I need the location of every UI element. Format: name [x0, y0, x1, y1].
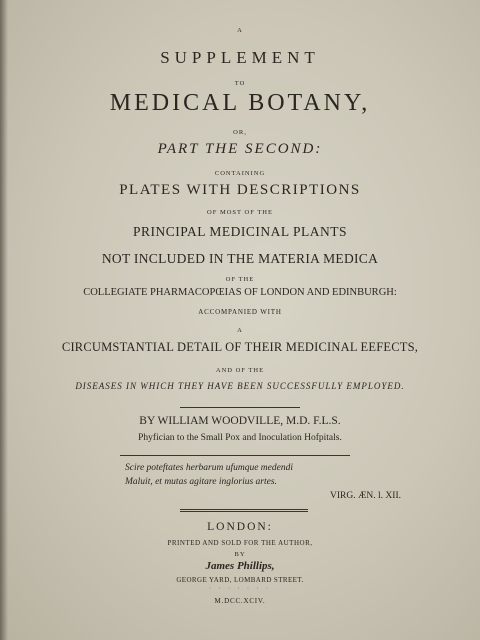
containing-line: CONTAINING	[214, 170, 266, 177]
plates-line: PLATES WITH DESCRIPTIONS	[119, 182, 361, 198]
of-most-line: OF MOST OF THE	[207, 209, 273, 216]
address-line: GEORGE YARD, LOMBARD STREET.	[176, 576, 304, 584]
physician-line: Phyfician to the Small Pox and Inoculation Hofpitals.	[138, 433, 342, 443]
article-a: A	[237, 27, 243, 34]
rule-middle	[120, 455, 350, 456]
london-line: LONDON:	[207, 521, 273, 533]
year-line: M.DCC.XCIV.	[214, 597, 266, 605]
main-title: MEDICAL BOTANY,	[109, 90, 371, 116]
printed-line: PRINTED AND SOLD FOR THE AUTHOR,	[167, 539, 313, 547]
and-of-the-line: AND OF THE	[215, 367, 265, 374]
of-the-line: OF THE	[225, 276, 255, 283]
motto-source: VIRG. ÆN. l. XII.	[330, 491, 401, 501]
by-line: BY	[234, 551, 246, 558]
ornament-dots: · · · · · · ·	[209, 586, 271, 592]
not-included-line: NOT INCLUDED IN THE MATERIA MEDICA	[101, 251, 379, 266]
principal-line: PRINCIPAL MEDICINAL PLANTS	[132, 224, 348, 239]
author-line: BY WILLIAM WOODVILLE, M.D. F.L.S.	[139, 415, 341, 427]
accompanied-line: ACCOMPANIED WITH	[198, 308, 282, 316]
to-line: TO	[234, 80, 246, 87]
rule-upper	[180, 407, 300, 408]
printer-name: James Phillips,	[205, 560, 275, 572]
part-second: PART THE SECOND:	[157, 141, 323, 157]
motto-line-1: Scire poteftates herbarum ufumque medendi	[125, 463, 293, 473]
supplement-heading: SUPPLEMENT	[160, 48, 320, 67]
article-a-2: A	[237, 327, 243, 334]
motto-line-2: Maluit, et mutas agitare inglorius artes.	[125, 477, 277, 487]
or-line: OR,	[233, 129, 247, 136]
diseases-line: DISEASES IN WHICH THEY HAVE BEEN SUCCESSFULLY EMPLOYED.	[75, 381, 405, 391]
rule-lower	[180, 509, 308, 512]
collegiate-line: COLLEGIATE PHARMACOPŒIAS OF LONDON AND EDINBURGH:	[83, 287, 397, 298]
circumstantial-line: CIRCUMSTANTIAL DETAIL OF THEIR MEDICINAL EEFECTS,	[61, 340, 419, 354]
